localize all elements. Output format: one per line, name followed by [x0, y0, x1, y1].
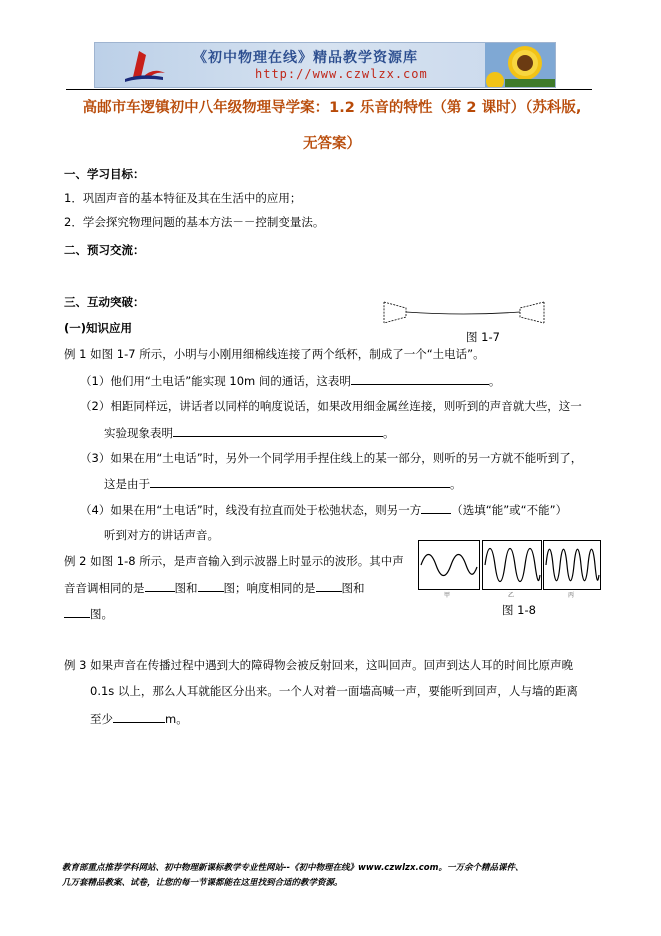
example-3-line-2: 0.1s 以上，那么人耳就能区分出来。一个人对着一面墙高喊一声，要能听到回声，人与墙的距离 — [90, 684, 578, 698]
example-1-q3: （3）如果在用“土电话”时，另外一个同学用手捏住线上的某一部分，则听的另一方就不能听到了， — [80, 451, 583, 465]
q2-end: 。 — [383, 426, 395, 440]
example-3-line-1: 例 3 如果声音在传播过程中遇到大的障碍物会被反射回来，这叫回声。回声到达人耳的时间比原声晚 — [64, 658, 574, 672]
example-1-q4 — [80, 501, 567, 518]
ex3-text-a: 至少 — [90, 712, 113, 726]
ex2-text-a: 音音调相同的是 — [64, 581, 145, 595]
header-rule — [66, 89, 592, 90]
ex2-text-c: 图；响度相同的是 — [223, 581, 316, 595]
document-title-cont: 无答案） — [303, 136, 361, 152]
q3-end: 。 — [450, 477, 462, 491]
waveform-yi — [482, 540, 542, 590]
section-heading-preview: 二、预习交流： — [64, 243, 145, 257]
q1-end: 。 — [488, 374, 501, 388]
waveform-bing — [543, 540, 601, 590]
example-2-line-3 — [64, 605, 113, 622]
q3-text: 这是由于 — [104, 477, 150, 491]
q1-text: （1）他们用“土电话”能实现 10m 间的通话，这表明 — [80, 374, 351, 388]
example-2-line-2 — [64, 579, 365, 596]
ex2-blank-3[interactable] — [316, 579, 342, 592]
q2-text: 实验现象表明 — [104, 426, 173, 440]
example-1-q2: （2）相距同样远，讲话者以同样的响度说话，如果改用细金属丝连接，则听到的声音就大些，这一 — [80, 399, 582, 413]
q4-blank[interactable] — [421, 501, 451, 514]
ex2-text-e: 图。 — [90, 607, 113, 621]
ex2-text-d: 图和 — [341, 581, 365, 595]
ex2-blank-2[interactable] — [198, 579, 224, 592]
q3-blank[interactable] — [150, 475, 450, 488]
section-heading-interaction: 三、互动突破： — [64, 295, 145, 309]
banner-url: http://www.czwlzx.com — [255, 67, 428, 81]
footer-line-2: 几万套精品教案、试卷，让您的每一节课都能在这里找到合适的教学资源。 — [62, 878, 343, 888]
example-1-q4-cont: 听到对方的讲话声音。 — [104, 528, 219, 542]
string-telephone-figure — [382, 296, 546, 328]
q4-text: （4）如果在用“土电话”时，线没有拉直而处于松弛状态，则另一方 — [80, 503, 422, 517]
subsection-knowledge: (一)知识应用 — [64, 321, 133, 335]
example-3-line-3 — [90, 710, 188, 727]
goal-item-1: 1．巩固声音的基本特征及其在生活中的应用； — [64, 191, 302, 205]
waveform-label-bing: 丙 — [568, 592, 575, 599]
goal-item-2: 2．学会探究物理问题的基本方法－－控制变量法。 — [64, 215, 325, 229]
q4-option-text: （选填“能”或“不能”） — [451, 503, 568, 517]
sunflower-icon — [485, 43, 555, 87]
document-title: 高邮市车逻镇初中八年级物理导学案：1.2 乐音的特性（第 2 课时）（苏科版, — [82, 100, 582, 116]
ex2-text-b: 图和 — [174, 581, 198, 595]
example-1-q1 — [80, 372, 500, 389]
ex2-blank-1[interactable] — [145, 579, 175, 592]
example-2-line-1: 例 2 如图 1-8 所示，是声音输入到示波器上时显示的波形。其中声 — [64, 554, 404, 568]
figure-1-7-caption: 图 1-7 — [466, 330, 500, 344]
example-1-intro: 例 1 如图 1-7 所示，小明与小刚用细棉线连接了两个纸杯，制成了一个“土电话”。 — [64, 347, 485, 361]
banner-title: 《初中物理在线》精品教学资源库 — [193, 50, 418, 66]
example-1-q2-cont — [104, 424, 395, 441]
q1-blank[interactable] — [351, 372, 489, 385]
ex3-text-b: m。 — [165, 712, 188, 726]
waveform-label-yi: 乙 — [508, 592, 515, 599]
waveform-jia — [418, 540, 480, 590]
footer-line-1: 教育部重点推荐学科网站、初中物理新课标教学专业性网站--《初中物理在线》www.czwlzx.com。一万余个精品课件、 — [62, 863, 524, 873]
section-heading-goals: 一、学习目标： — [64, 167, 145, 181]
site-logo-icon — [119, 47, 171, 83]
waveform-label-jia: 甲 — [444, 592, 451, 599]
ex3-blank[interactable] — [113, 710, 165, 723]
example-1-q3-cont — [104, 475, 462, 492]
header-banner — [94, 42, 556, 88]
q2-blank[interactable] — [173, 424, 383, 437]
figure-1-8-caption: 图 1-8 — [502, 603, 536, 617]
ex2-blank-4[interactable] — [64, 605, 90, 618]
